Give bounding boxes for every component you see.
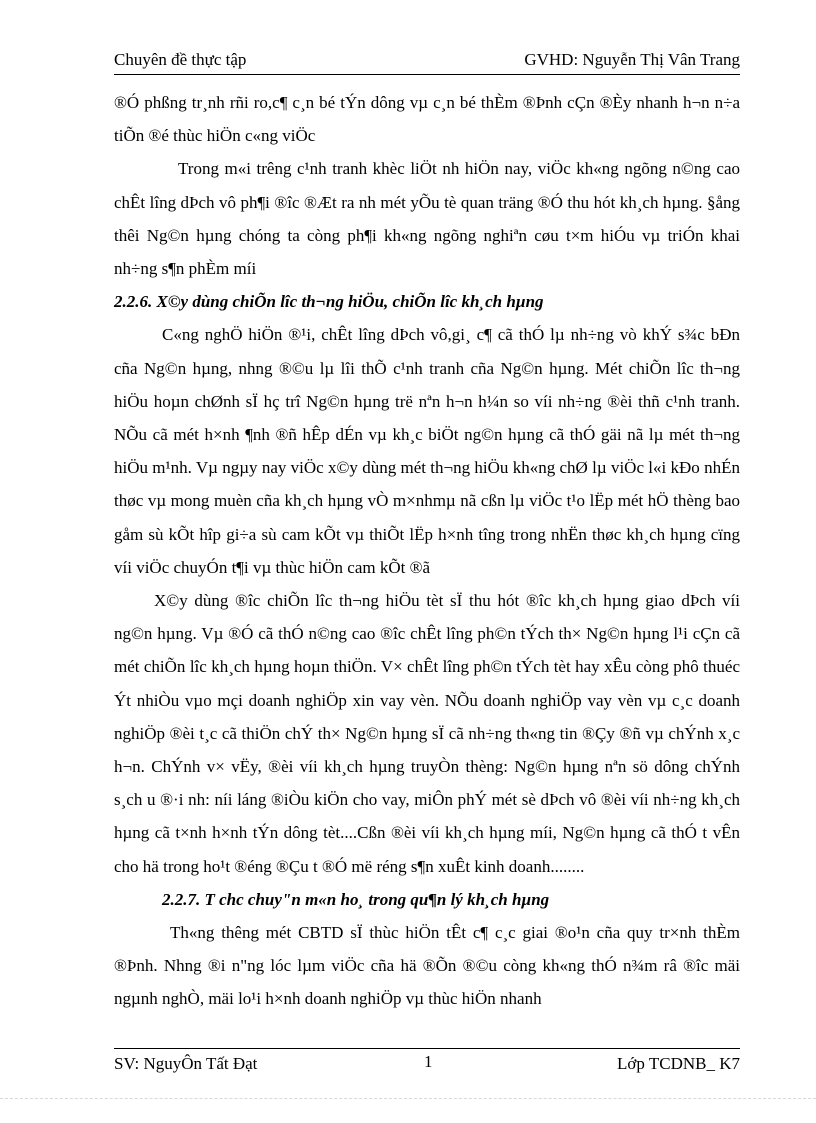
- page-footer: [114, 1048, 740, 1075]
- header-topic: Chuyên đề thực tập: [114, 50, 247, 69]
- paragraph: Th«ng thêng mét CBTD sÏ thùc hiÖn tÊt c¶ c¸c giai ®o¹n cña quy tr×nh thÈm ®Þnh. Nhng ®i n"ng lóc lµm viÖc cña hä ®Õn ®©u còng kh«ng thÓ n¾m râ ®îc mäi ngµnh nghÒ, mäi lo¹i h×nh doanh nghiÖp vµ thùc hiÖn nhanh: [114, 923, 740, 1009]
- page-header: [114, 48, 740, 75]
- header-supervisor: GVHD: Nguyễn Thị Vân Trang: [524, 50, 740, 69]
- section-heading: 2.2.6. X©y dùng chiÕn lîc th¬ng hiÖu, chiÕn lîc kh¸ch hµng: [114, 292, 544, 312]
- paragraph: C«ng nghÖ hiÖn ®¹i, chÊt lîng dÞch vô,gi¸ c¶ cã thÓ lµ nh÷ng vò khÝ s¾c bÐn cña Ng©n hµng, nhng ®©u lµ lîi thÕ c¹nh tranh cña Ng©n hµng. Mét chiÕn lîc th¬ng hiÖu hoµn chØnh sÏ hç trî Ng©n hµng trë nªn h¬n h¼n so víi nh÷ng ®èi thñ c¹nh tranh. NÕu cã mét h×nh ¶nh ®ñ hÊp dÉn vµ kh¸c biÖt ng©n hµng cã thÓ gäi nã lµ mét th¬ng hiÖu m¹nh. Vµ ngµy nay viÖc x©y dùng mét th¬ng hiÖu kh«ng chØ lµ viÖc l«i kÐo nhÉn thøc vµ mong muèn cña kh¸ch hµng vÒ m×nhmµ nã cßn lµ viÖc t¹o lËp mét hÖ thèng bao gåm sù kÕt hîp gi÷a sù cam kÕt vµ thiÕt lËp h×nh tîng trong nhËn thøc kh¸ch hµng cïng víi viÖc chuyÓn t¶i vµ thùc hiÖn cam kÕt ®ã: [114, 325, 740, 577]
- page-body: [114, 86, 740, 1016]
- footer-class: Lớp TCDNB_ K7: [617, 1054, 740, 1073]
- paragraph: ®Ó phßng tr¸nh rñi ro,c¶ c¸n bé tÝn dông vµ c¸n bé thÈm ®Þnh cÇn ®Èy nhanh h¬n n÷a tiÕn ®é thùc hiÖn c«ng viÖc: [114, 93, 740, 146]
- footer-student: SV: NguyÔn Tất Đạt: [114, 1054, 258, 1073]
- page-number: 1: [424, 1052, 433, 1071]
- paragraph: Trong m«i trêng c¹nh tranh khèc liÖt nh hiÖn nay, viÖc kh«ng ngõng n©ng cao chÊt lîng dÞch vô ph¶i ®îc ®Æt ra nh mét yÕu tè quan träng ®Ó thu hót kh¸ch hµng. §ång thêi Ng©n hµng chóng ta còng ph¶i kh«ng ngõng nghiªn cøu t×m hiÓu vµ triÓn khai nh÷ng s¶n phÈm míi: [114, 159, 740, 279]
- section-heading: 2.2.7. T chc chuy"n m«n ho¸ trong qu¶n lý kh¸ch hµng: [162, 889, 550, 909]
- page-divider: [0, 1098, 816, 1099]
- paragraph: X©y dùng ®îc chiÕn lîc th¬ng hiÖu tèt sÏ thu hót ®îc kh¸ch hµng giao dÞch víi ng©n hµng. Vµ ®Ó cã thÓ n©ng cao ®îc chÊt lîng ph©n tÝch th× Ng©n hµng l¹i cÇn cã mét chiÕn lîc kh¸ch hµng hoµn thiÖn. V× chÊt lîng ph©n tÝch tèt hay xÊu còng phô thuéc Ýt nhiÒu vµo mçi doanh nghiÖp xin vay vèn. NÕu doanh nghiÖp vay vèn vµ c¸c doanh nghiÖp ®èi t¸c cã thiÖn chÝ th× Ng©n hµng sÏ cã nh÷ng th«ng tin ®Çy ®ñ vµ chÝnh x¸c h¬n. ChÝnh v× vËy, ®èi víi kh¸ch hµng truyÒn thèng: Ng©n hµng nªn sö dông chÝnh s¸ch u ®·i nh: níi láng ®iÒu kiÖn cho vay, miÔn phÝ mét sè dÞch vô ®èi víi nh÷ng kh¸ch hµng cã t×nh h×nh tÝn dông tèt....Cßn ®èi víi kh¸ch hµng míi, Ng©n hµng cã thÓ t vÊn cho hä trong ho¹t ®éng ®Çu t ®Ó më réng s¶n xuÊt kinh doanh........: [114, 591, 740, 876]
